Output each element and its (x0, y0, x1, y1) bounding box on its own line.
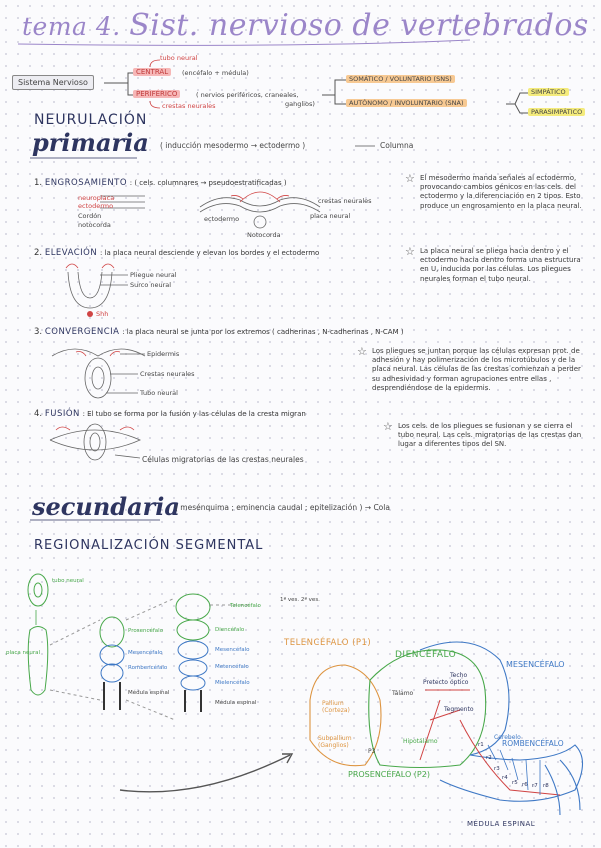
page-title (22, 8, 589, 43)
primary-result: Columna (380, 141, 414, 150)
step-2-name: ELEVACIÓN (44, 248, 98, 258)
step1-label-notocorda: notocorda (78, 221, 111, 229)
brain-cerebellum: Cerebelo (494, 734, 521, 741)
tree-lines-autonomic (506, 93, 528, 113)
tree-lines-root (104, 73, 133, 95)
arrow-peripheral (150, 101, 160, 108)
step2-label-shh: Shh (96, 310, 109, 318)
step-3 (34, 327, 404, 337)
step-1-name: ENGROSAMIENTO (44, 178, 128, 188)
brain-r5: r5 (512, 780, 518, 786)
brain-hypothalamus: Hipotálamo (403, 738, 438, 745)
note-2: La placa neural se pliega hacia dentro y el ectodermo hacia dentro forma una estructura en U, inducida por las células. Los pliegues neurales forman el tubo neural. (420, 247, 581, 283)
brain-r1: r1 (478, 742, 484, 748)
node-somatic: SOMÁTICO / VOLUNTARIO (SNS) (346, 75, 455, 83)
central-detail: (encéfalo + médula) (182, 69, 249, 77)
brain-r4: r4 (502, 775, 508, 781)
star-icon: ☆ (405, 245, 415, 258)
step1-label-neuroplaca: neuroplaca (78, 194, 115, 202)
step-1 (34, 178, 287, 188)
step1-label-crest: crestas neurales (318, 197, 372, 205)
brain-tectum: Techo óptico (450, 672, 469, 686)
brain-r2: r2 (486, 755, 492, 761)
note-4: Los cels. de los pliegues se fusionan y se cierra el tubo neural. Las cels. migratorias de las crestas dan lugar a diferentes tipos del SN. (398, 422, 582, 449)
label-rhombencephalon: Rombencéfalo (128, 665, 168, 671)
step-4-number: 4. (34, 409, 43, 419)
label-myelencephalon-s: Mielencéfalo (215, 680, 250, 686)
brain-arrow (120, 755, 290, 792)
step-1-number: 1. (34, 178, 43, 188)
brain-prosencephalon: PROSENCÉFALO (P2) (348, 770, 430, 779)
brain-rhombencephalon: ROMBENCÉFALO (502, 739, 564, 748)
step-3-text: : la placa neural se junta por los extremos ( cadherinas , N-cadherinas , N-CAM ) (122, 328, 404, 336)
brain-diencephalon: DIENCÉFALO (395, 650, 457, 660)
label-spinal-s: Médula espinal (215, 700, 257, 706)
step4-drawing (50, 424, 140, 460)
step1-label-noto: Notocorda (247, 231, 281, 239)
note-1: El mesodermo manda señales al ectodermo, provocando cambios génicos en las cels. del ectodermo y la diferenciación en 2 tipos. Esto produce un engrosamiento en la placa neural. (420, 174, 582, 210)
step-4 (34, 409, 306, 419)
primary-heading: primaria (32, 128, 149, 157)
brain-thalamus: Tálamo (392, 690, 414, 697)
regional-heading: REGIONALIZACIÓN SEGMENTAL (34, 538, 264, 553)
step-2-text: : la placa neural desciende y elevan los bordes y el ectodermo (99, 249, 320, 257)
label-diencephalon-s: Diencéfalo (215, 627, 245, 633)
step4-label-migratory: Células migratorias de las crestas neurales (142, 455, 304, 464)
star-icon: ☆ (405, 172, 415, 185)
star-icon: ☆ (383, 420, 393, 433)
label-spinal: Médula espinal (128, 690, 170, 696)
node-sympathetic: SIMPÁTICO (528, 88, 569, 96)
brain-r7: r7 (532, 783, 538, 789)
step-1-text: : ( cels. columnares → pseudoestratificadas ) (129, 179, 287, 187)
label-mesencephalon: Mesencéfalo (128, 650, 163, 656)
label-neural-crests: crestas neurales (162, 102, 216, 110)
label-vesicles-note: 1ª ves. 2ª ves. (280, 597, 320, 603)
peripheral-detail-2: ganglios) (285, 100, 315, 108)
label-neural-tube: tubo neural (160, 54, 198, 62)
step-2 (34, 248, 319, 258)
label-mesencephalon-s: Mesencéfalo (215, 647, 250, 653)
brain-subpallium: Subpallium (Ganglios) (318, 735, 352, 749)
node-parasympathetic: PARASIMPÁTICO (528, 108, 585, 116)
node-autonomic: AUTÓNOMO / INVOLUNTARIO (SNA) (346, 99, 467, 107)
label-neural-plate: placa neural (6, 650, 41, 656)
step1-label-plate: placa neural (310, 212, 351, 220)
node-nervous-system: Sistema Nervioso (12, 75, 94, 90)
brain-r3: r3 (494, 766, 500, 772)
brain-r8: r8 (543, 783, 549, 789)
label-prosencephalon: Prosencéfalo (128, 628, 164, 634)
brain-spinal: MÉDULA ESPINAL (467, 820, 536, 828)
brain-telencephalon: TELENCÉFALO (P1) (284, 638, 372, 648)
brain-pallium: Pallium (Corteza) (322, 700, 350, 714)
secondary-heading: secundaria (32, 492, 180, 521)
title-main: Sist. nervioso de vertebrados (129, 8, 589, 43)
label-telencephalon-s: Telencéfalo (230, 603, 261, 609)
node-peripheral: PERIFÉRICO (133, 90, 180, 98)
step1-label-ecto: ectodermo (204, 215, 240, 223)
label-metencephalon-s: Metencéfalo (215, 664, 249, 670)
arrow-central (150, 60, 160, 67)
step3-label-crest: Crestas neurales (140, 370, 195, 378)
step-4-text: : El tubo se forma por la fusión y las células de la cresta migran (82, 410, 306, 418)
primary-note: ( inducción mesodermo → ectodermo ) (160, 141, 306, 150)
step-3-number: 3. (34, 327, 43, 337)
step1-label-cordon: Cordón (78, 212, 102, 220)
brain-p3: P3 (368, 748, 376, 755)
title-prefix: tema 4. (22, 12, 130, 41)
step-4-name: FUSIÓN (44, 409, 80, 419)
peripheral-detail: ( nervios periféricos, craneales, (196, 91, 299, 99)
step1-label-ectodermo: ectodermo (78, 202, 114, 210)
step3-label-tube: Tubo neural (140, 389, 178, 397)
star-icon: ☆ (357, 345, 367, 358)
tree-lines-peripheral (322, 80, 346, 104)
brain-pretectum: Pretecto (423, 679, 448, 686)
step-2-number: 2. (34, 248, 43, 258)
step3-label-epidermis: Epidermis (147, 350, 180, 358)
brain-mesencephalon: MESENCÉFALO (506, 660, 565, 669)
step3-drawing (52, 349, 145, 398)
node-central: CENTRAL (133, 68, 171, 76)
step2-label-fold: Pliegue neural (130, 271, 177, 279)
brain-tegmentum: Tegmento (444, 706, 474, 713)
label-tube-neural: tubo neural (52, 578, 84, 584)
brain-r6: r6 (522, 782, 528, 788)
step-3-name: CONVERGENCIA (44, 327, 120, 337)
neurulation-heading: NEURULACIÓN (34, 112, 148, 128)
secondary-note: ( mesénquima ; eminencia caudal ; epitelización ) → Cola (175, 503, 390, 512)
note-3: Los pliegues se juntan porque las células expresan prot. de adhesión y hay polimerización de los microtúbulos y de la placa neural. Las células de las crestas comienzan a perder su adhesividad y forman agrupaciones entre ellas , desprendiéndose de la epidermis. (372, 347, 581, 392)
step2-label-groove: Surco neural (130, 281, 172, 289)
